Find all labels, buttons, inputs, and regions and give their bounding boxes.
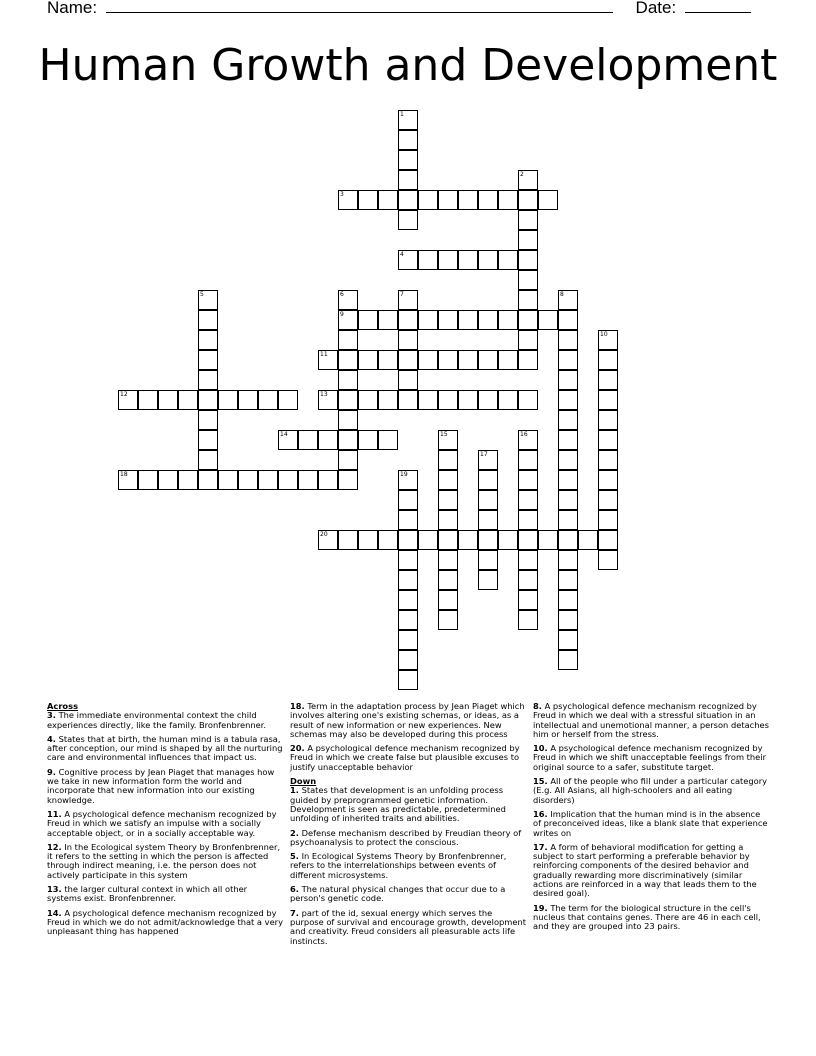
grid-cell[interactable] [478,490,498,510]
grid-cell[interactable] [598,510,618,530]
clue-across-18: 18. Term in the adaptation process by Jean Piaget which involves altering one's existing schemas, or ideas, as a result of new information or new experiences. New schemas may also be developed during this process [290,701,525,739]
grid-cell[interactable] [118,470,138,490]
grid-cell[interactable] [398,590,418,610]
grid-cell[interactable] [398,490,418,510]
grid-cell[interactable] [598,390,618,410]
page-title: Human Growth and Development [38,40,778,91]
grid-cell[interactable] [558,550,578,570]
grid-cell[interactable] [558,530,578,550]
grid-cell[interactable] [118,390,138,410]
grid-cell[interactable] [438,570,458,590]
grid-cell[interactable] [318,390,338,410]
grid-cell[interactable] [198,410,218,430]
grid-cell[interactable] [518,530,538,550]
grid-cell[interactable] [518,250,538,270]
grid-cell[interactable] [198,390,218,410]
grid-cell[interactable] [478,470,498,490]
cell-number: 4 [400,251,404,258]
grid-cell[interactable] [458,390,478,410]
grid-cell[interactable] [398,610,418,630]
grid-cell[interactable] [558,470,578,490]
grid-cell[interactable] [178,470,198,490]
grid-cell[interactable] [558,430,578,450]
grid-cell[interactable] [498,530,518,550]
cell-number: 14 [280,431,288,438]
grid-cell[interactable] [478,510,498,530]
cell-number: 10 [600,331,608,338]
grid-cell[interactable] [418,530,438,550]
grid-cell[interactable] [398,130,418,150]
grid-cell[interactable] [178,390,198,410]
grid-cell[interactable] [438,350,458,370]
grid-cell[interactable] [238,390,258,410]
grid-cell[interactable] [518,310,538,330]
grid-cell[interactable] [458,310,478,330]
name-label: Name: [47,0,98,17]
grid-cell[interactable] [438,310,458,330]
grid-cell[interactable] [258,390,278,410]
grid-cell[interactable] [458,190,478,210]
clues-column-3 [533,702,769,937]
grid-cell[interactable] [558,590,578,610]
grid-cell[interactable] [518,330,538,350]
grid-cell[interactable] [198,430,218,450]
grid-cell[interactable] [518,390,538,410]
grid-cell[interactable] [338,390,358,410]
grid-cell[interactable] [398,190,418,210]
clues-column-1 [47,702,283,942]
clue-down-2: 2. Defense mechanism described by Freudian theory of psychoanalysis to protect the conscious. [290,827,522,847]
grid-cell[interactable] [278,390,298,410]
grid-cell[interactable] [598,370,618,390]
grid-cell[interactable] [238,470,258,490]
grid-cell[interactable] [398,310,418,330]
grid-cell[interactable] [338,330,358,350]
grid-cell[interactable] [458,530,478,550]
grid-cell[interactable] [158,470,178,490]
grid-cell[interactable] [398,250,418,270]
cell-number: 16 [520,431,528,438]
grid-cell[interactable] [558,490,578,510]
grid-cell[interactable] [418,250,438,270]
grid-cell[interactable] [318,350,338,370]
grid-cell[interactable] [518,570,538,590]
clue-down-6: 6. The natural physical changes that occur due to a person's genetic code. [290,884,506,904]
clue-across-12: 12. In the Ecological system Theory by Bronfenbrenner, it refers to the setting in which the person is affected through indirect meaning, i.e. the person does not actively participate in this system [47,841,281,880]
grid-cell[interactable] [398,670,418,690]
grid-cell[interactable] [438,470,458,490]
cell-number: 9 [340,311,344,318]
grid-cell[interactable] [438,610,458,630]
grid-cell[interactable] [558,630,578,650]
grid-cell[interactable] [338,190,358,210]
grid-cell[interactable] [518,350,538,370]
grid-cell[interactable] [558,410,578,430]
grid-cell[interactable] [598,550,618,570]
grid-cell[interactable] [358,350,378,370]
grid-cell[interactable] [338,370,358,390]
grid-cell[interactable] [518,270,538,290]
grid-cell[interactable] [598,470,618,490]
grid-cell[interactable] [318,530,338,550]
grid-cell[interactable] [198,310,218,330]
grid-cell[interactable] [338,530,358,550]
grid-cell[interactable] [558,510,578,530]
grid-cell[interactable] [518,510,538,530]
grid-cell[interactable] [518,290,538,310]
grid-cell[interactable] [478,450,498,470]
grid-cell[interactable] [478,570,498,590]
cell-number: 5 [200,291,204,298]
clue-across-4: 4. States that at birth, the human mind is a tabula rasa, after conception, our mind is shaped by all the nurturing care and environmental influences that impact us. [47,733,283,763]
grid-cell[interactable] [598,410,618,430]
grid-cell[interactable] [398,550,418,570]
grid-cell[interactable] [558,330,578,350]
grid-cell[interactable] [558,390,578,410]
date-label: Date: [635,0,677,17]
grid-cell[interactable] [398,330,418,350]
grid-cell[interactable] [438,250,458,270]
cell-number: 20 [320,531,328,538]
grid-cell[interactable] [138,390,158,410]
grid-cell[interactable] [438,530,458,550]
down-heading: Down [290,776,317,787]
grid-cell[interactable] [338,350,358,370]
grid-cell[interactable] [558,310,578,330]
cell-number: 19 [400,471,408,478]
grid-cell[interactable] [398,470,418,490]
grid-cell[interactable] [218,470,238,490]
grid-cell[interactable] [518,590,538,610]
grid-cell[interactable] [418,350,438,370]
grid-cell[interactable] [478,310,498,330]
grid-cell[interactable] [398,370,418,390]
grid-cell[interactable] [198,290,218,310]
grid-cell[interactable] [518,230,538,250]
grid-cell[interactable] [438,510,458,530]
cell-number: 8 [560,291,564,298]
grid-cell[interactable] [338,290,358,310]
grid-cell[interactable] [398,150,418,170]
grid-cell[interactable] [378,390,398,410]
cell-number: 15 [440,431,448,438]
grid-cell[interactable] [478,550,498,570]
grid-cell[interactable] [398,110,418,130]
grid-cell[interactable] [518,450,538,470]
grid-cell[interactable] [398,570,418,590]
grid-cell[interactable] [218,390,238,410]
grid-cell[interactable] [398,210,418,230]
grid-cell[interactable] [258,470,278,490]
grid-cell[interactable] [198,330,218,350]
grid-cell[interactable] [318,470,338,490]
clue-down-17: 17. A form of behavioral modification for getting a subject to start performing a preferable behavior by reinforcing components of the desired behavior and gradually rewarding more discriminatively (similar actions are reinforced in a way that leads them to the desired goal). [533,841,757,899]
cell-number: 17 [480,451,488,458]
grid-cell[interactable] [478,390,498,410]
clue-across-20: 20. A psychological defence mechanism recognized by Freud in which we create false but plausible excuses to justify unacceptable behavior [290,743,520,772]
cell-number: 13 [320,391,328,398]
grid-cell[interactable] [558,570,578,590]
clue-down-15: 15. All of the people who fill under a particular category (E.g. All Asians, all high-schoolers and all eating disorders) [533,776,768,805]
grid-cell[interactable] [518,470,538,490]
grid-cell[interactable] [418,190,438,210]
grid-cell[interactable] [558,650,578,670]
grid-cell[interactable] [598,530,618,550]
grid-cell[interactable] [598,490,618,510]
grid-cell[interactable] [498,190,518,210]
clue-down-16: 16. Implication that the human mind is in the absence of preconceived ideas, like a blank slate that experience writes on [533,808,768,838]
grid-cell[interactable] [438,590,458,610]
grid-cell[interactable] [158,390,178,410]
clue-down-5: 5. In Ecological Systems Theory by Bronfenbrenner, refers to the interrelationships between events of different microsystems. [290,851,507,880]
grid-cell[interactable] [298,430,318,450]
grid-cell[interactable] [438,390,458,410]
cell-number: 18 [120,471,128,478]
grid-cell[interactable] [338,410,358,430]
grid-cell[interactable] [138,470,158,490]
cell-number: 6 [340,291,344,298]
clue-across-3: 3. The immediate environmental context the child experiences directly, like the family. Bronfenbrenner. [47,710,267,730]
cell-number: 1 [400,111,404,118]
clue-across-9: 9. Cognitive process by Jean Piaget that manages how we take in new information form the world and incorporate that new information into our existing knowledge. [47,766,275,805]
grid-cell[interactable] [538,310,558,330]
grid-cell[interactable] [378,350,398,370]
grid-cell[interactable] [498,390,518,410]
grid-cell[interactable] [198,370,218,390]
grid-cell[interactable] [458,350,478,370]
grid-cell[interactable] [518,190,538,210]
grid-cell[interactable] [498,350,518,370]
grid-cell[interactable] [518,490,538,510]
grid-cell[interactable] [358,190,378,210]
grid-cell[interactable] [518,610,538,630]
grid-cell[interactable] [358,390,378,410]
grid-cell[interactable] [478,190,498,210]
grid-cell[interactable] [338,470,358,490]
grid-cell[interactable] [438,550,458,570]
grid-cell[interactable] [478,350,498,370]
grid-cell[interactable] [578,530,598,550]
grid-cell[interactable] [438,190,458,210]
grid-cell[interactable] [398,290,418,310]
grid-cell[interactable] [378,430,398,450]
clue-across-13: 13. the larger cultural context in which all other systems exist. Bronfenbrenner. [47,884,248,904]
grid-cell[interactable] [598,450,618,470]
cell-number: 3 [340,191,344,198]
clue-down-10: 10. A psychological defence mechanism recognized by Freud in which we shift unacceptable feelings from their original source to a safer, substitute target. [533,743,767,772]
grid-cell[interactable] [518,210,538,230]
grid-cell[interactable] [458,250,478,270]
grid-cell[interactable] [438,450,458,470]
grid-cell[interactable] [398,350,418,370]
cell-number: 7 [400,291,404,298]
grid-cell[interactable] [438,430,458,450]
grid-cell[interactable] [558,370,578,390]
grid-cell[interactable] [398,510,418,530]
grid-cell[interactable] [378,530,398,550]
grid-cell[interactable] [278,470,298,490]
clue-across-11: 11. A psychological defence mechanism recognized by Freud in which we satisfy an impulse with a socially acceptable object, or in a socially acceptable way. [47,808,277,838]
grid-cell[interactable] [558,450,578,470]
grid-cell[interactable] [558,290,578,310]
grid-cell[interactable] [558,350,578,370]
cell-number: 11 [320,351,328,358]
cell-number: 12 [120,391,128,398]
grid-cell[interactable] [198,350,218,370]
clue-across-14: 14. A psychological defence mechanism recognized by Freud in which we do not admit/acknowledge that a very unpleasant thing has happened [47,907,283,937]
grid-cell[interactable] [378,310,398,330]
grid-cell[interactable] [398,630,418,650]
grid-cell[interactable] [418,390,438,410]
grid-cell[interactable] [198,470,218,490]
grid-cell[interactable] [498,250,518,270]
clue-down-8: 8. A psychological defence mechanism recognized by Freud in which we deal with a stressful situation in an intellectual and unemotional manner, a person detaches him or herself from the stress. [533,701,769,739]
grid-cell[interactable] [378,190,398,210]
grid-cell[interactable] [398,530,418,550]
grid-cell[interactable] [398,650,418,670]
grid-cell[interactable] [598,330,618,350]
grid-cell[interactable] [338,450,358,470]
grid-cell[interactable] [358,310,378,330]
grid-cell[interactable] [598,350,618,370]
grid-cell[interactable] [518,550,538,570]
grid-cell[interactable] [358,430,378,450]
grid-cell[interactable] [478,250,498,270]
grid-cell[interactable] [318,430,338,450]
grid-cell[interactable] [558,610,578,630]
grid-cell[interactable] [278,430,298,450]
grid-cell[interactable] [498,310,518,330]
grid-cell[interactable] [338,310,358,330]
grid-cell[interactable] [338,430,358,450]
grid-cell[interactable] [298,470,318,490]
grid-cell[interactable] [398,390,418,410]
clue-down-19: 19. The term for the biological structure in the cell's nucleus that contains genes. There are 46 in each cell, and they are grouped into 23 pairs. [533,902,761,932]
cell-number: 2 [520,171,524,178]
grid-cell[interactable] [538,530,558,550]
grid-cell[interactable] [598,430,618,450]
grid-cell[interactable] [358,530,378,550]
grid-cell[interactable] [198,450,218,470]
grid-cell[interactable] [518,170,538,190]
clues-column-2 [290,702,526,951]
grid-cell[interactable] [438,490,458,510]
grid-cell[interactable] [418,310,438,330]
grid-cell[interactable] [538,190,558,210]
grid-cell[interactable] [398,170,418,190]
grid-cell[interactable] [478,530,498,550]
grid-cell[interactable] [518,430,538,450]
clue-down-7: 7. part of the id, sexual energy which serves the purpose of survival and encourage growth, development and creativity. Freud considers all pleasurable acts life instincts. [290,907,527,946]
across-heading: Across [47,701,79,711]
clue-down-1: 1. States that development is an unfolding process guided by preprogrammed genetic information. Development is seen as predictable, predetermined unfolding of inherited traits and abilities. [290,785,506,824]
